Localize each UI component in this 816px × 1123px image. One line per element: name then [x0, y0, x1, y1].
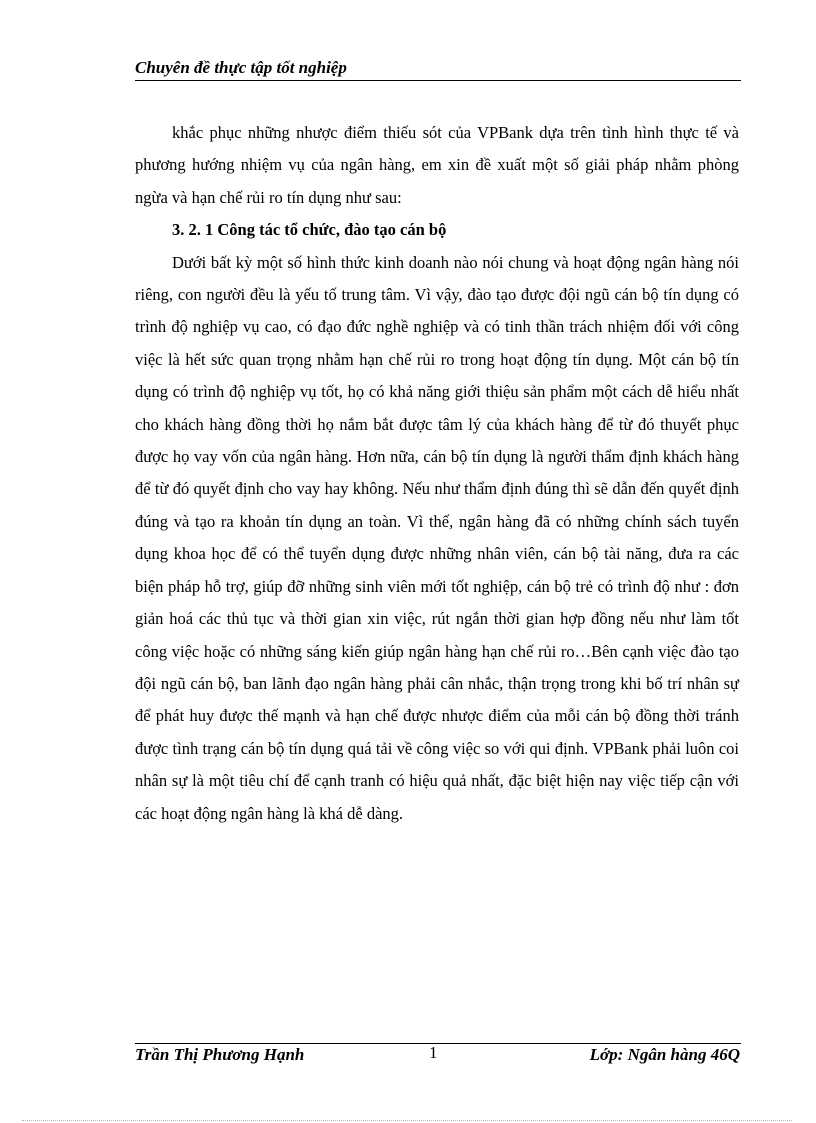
- intro-paragraph: khắc phục những nhược điểm thiếu sót của VPBank dựa trên tình hình thực tế và phương hướng nhiệm vụ của ngân hàng, em xin đề xuất một số giải pháp nhằm phòng ngừa và hạn chế rủi ro tín dụng như sau:: [135, 123, 739, 207]
- footer-author: Trần Thị Phương Hạnh: [135, 1045, 305, 1064]
- page-edge-line: [22, 1120, 792, 1121]
- section-heading: 3. 2. 1 Công tác tổ chức, đào tạo cán bộ: [172, 220, 447, 240]
- footer-class-label: Lớp: Ngân hàng 46Q: [589, 1045, 740, 1064]
- main-paragraph: Dưới bất kỳ một số hình thức kinh doanh nào nói chung và hoạt động ngân hàng nói riêng, con người đều là yếu tố trung tâm. Vì vậy, đào tạo được đội ngũ cán bộ tín dụng có trình độ nghiệp vụ cao, có đạo đức nghề nghiệp và có tinh thần trách nhiệm đối với công việc là hết sức quan trọng nhằm hạn chế rủi ro trong hoạt động tín dụng. Một cán bộ tín dụng có trình độ nghiệp vụ tốt, họ có khả năng giới thiệu sản phẩm một cách dễ hiểu nhất cho khách hàng đồng thời họ nắm bắt được tâm lý của khách hàng để từ đó thuyết phục được họ vay vốn của ngân hàng. Hơn nữa, cán bộ tín dụng là người thẩm định khách hàng để từ đó quyết định cho vay hay không. Nếu như thẩm định đúng thì sẽ dẫn đến quyết định đúng và tạo ra khoản tín dụng an toàn. Vì thế, ngân hàng đã có những chính sách tuyển dụng khoa học để có thể tuyển dụng được những nhân viên, cán bộ tài năng, đưa ra các biện pháp hỗ trợ, giúp đỡ những sinh viên mới tốt nghiệp, cán bộ trẻ có trình độ như : đơn giản hoá các thủ tục và thời gian xin việc, rút ngắn thời gian hợp đồng nếu như làm tốt công việc hoặc có những sáng kiến giúp ngân hàng hạn chế rủi ro…Bên cạnh việc đào tạo đội ngũ cán bộ, ban lãnh đạo ngân hàng phải cân nhắc, thận trọng trong khi bố trí nhân sự để phát huy được thế mạnh và hạn chế được nhược điểm của mỗi cán bộ đồng thời tránh được tình trạng cán bộ tín dụng quá tải về công việc so với qui định. VPBank phải luôn coi nhân sự là một tiêu chí để cạnh tranh có hiệu quả nhất, đặc biệt hiện nay việc tiếp cận với các hoạt động ngân hàng là khá dễ dàng.: [135, 252, 739, 823]
- page-number: 1: [429, 1043, 438, 1062]
- running-header-title: Chuyên đề thực tập tốt nghiệp: [135, 58, 347, 77]
- footer-divider: [135, 1043, 741, 1044]
- header-divider: [135, 80, 741, 81]
- page-body: [135, 117, 739, 830]
